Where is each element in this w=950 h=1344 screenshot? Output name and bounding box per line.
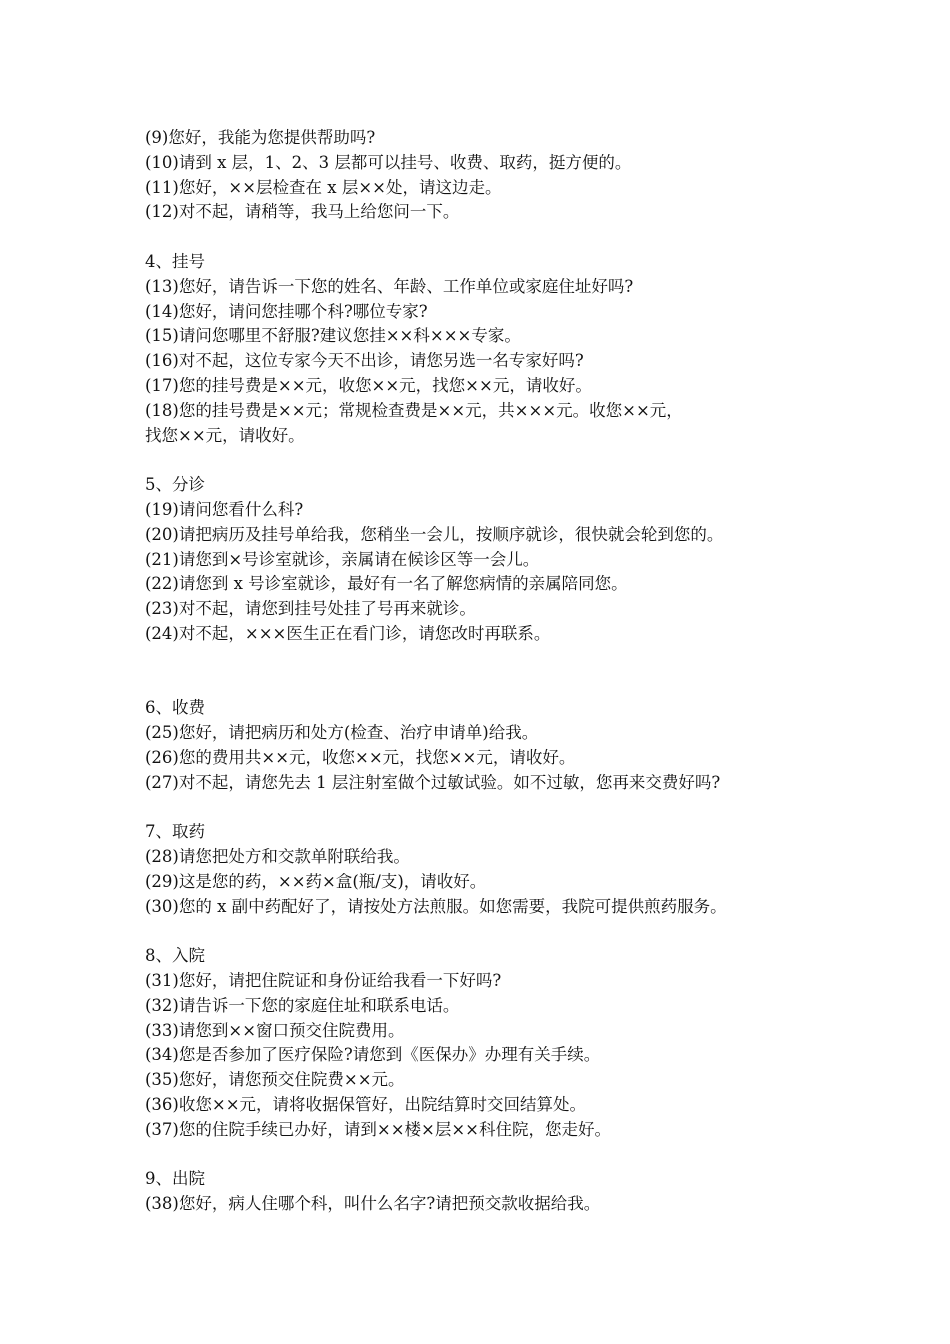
section-heading-discharge: 9、出院 [145, 1169, 205, 1189]
paragraph-line: (19)请问您看什么科? [145, 499, 304, 519]
paragraph-line: (31)您好，请把住院证和身份证给我看一下好吗? [145, 971, 502, 991]
paragraph-line: (15)请问您哪里不舒服?建议您挂××科×××专家。 [145, 326, 521, 346]
section-heading-pharmacy: 7、取药 [145, 822, 205, 842]
paragraph-line: (12)对不起，请稍等，我马上给您问一下。 [145, 202, 460, 222]
blank-line [145, 225, 825, 250]
section-heading-registration: 4、挂号 [145, 251, 205, 271]
blank-line [145, 920, 825, 945]
paragraph-line: (24)对不起，×××医生正在看门诊，请您改时再联系。 [145, 623, 551, 643]
paragraph-line: (27)对不起，请您先去 1 层注射室做个过敏试验。如不过敏，您再来交费好吗? [145, 772, 721, 792]
paragraph-line: (36)收您××元，请将收据保管好，出院结算时交回结算处。 [145, 1095, 587, 1115]
paragraph-line: (34)您是否参加了医疗保险?请您到《医保办》办理有关手续。 [145, 1045, 601, 1065]
paragraph-line: (38)您好，病人住哪个科，叫什么名字?请把预交款收据给我。 [145, 1194, 601, 1214]
paragraph-line: (18)您的挂号费是××元；常规检查费是××元，共×××元。收您××元， [145, 400, 683, 420]
blank-line [145, 1143, 825, 1168]
section-heading-billing: 6、收费 [145, 698, 205, 718]
paragraph-line: (25)您好，请把病历和处方(检查、治疗申请单)给我。 [145, 723, 539, 743]
paragraph-line: (17)您的挂号费是××元，收您××元，找您××元，请收好。 [145, 375, 592, 395]
paragraph-line: (28)请您把处方和交款单附联给我。 [145, 847, 410, 867]
paragraph-line: (22)请您到 x 号诊室就诊，最好有一名了解您病情的亲属陪同您。 [145, 574, 628, 594]
section-heading-admission: 8、入院 [145, 946, 205, 966]
paragraph-line: 找您××元，请收好。 [145, 425, 305, 445]
paragraph-line: (23)对不起，请您到挂号处挂了号再来就诊。 [145, 599, 476, 619]
paragraph-line: (30)您的 x 副中药配好了，请按处方法煎服。如您需要，我院可提供煎药服务。 [145, 896, 727, 916]
paragraph-line: (10)请到 x 层，1、2、3 层都可以挂号、收费、取药，挺方便的。 [145, 152, 632, 172]
paragraph-line: (33)请您到××窗口预交住院费用。 [145, 1020, 405, 1040]
blank-line [145, 796, 825, 821]
paragraph-line: (21)请您到×号诊室就诊，亲属请在候诊区等一会儿。 [145, 549, 540, 569]
paragraph-line: (32)请告诉一下您的家庭住址和联系电话。 [145, 995, 460, 1015]
paragraph-line: (20)请把病历及挂号单给我，您稍坐一会儿，按顺序就诊，很快就会轮到您的。 [145, 524, 724, 544]
paragraph-line: (9)您好，我能为您提供帮助吗? [145, 128, 376, 147]
blank-line [145, 647, 825, 697]
paragraph-line: (16)对不起，这位专家今天不出诊，请您另选一名专家好吗? [145, 351, 584, 371]
paragraph-line: (14)您好，请问您挂哪个科?哪位专家? [145, 301, 428, 321]
blank-line [145, 448, 825, 473]
paragraph-line: (29)这是您的药，××药×盒(瓶/支)，请收好。 [145, 871, 487, 891]
paragraph-line: (37)您的住院手续已办好，请到××楼×层××科住院，您走好。 [145, 1119, 611, 1139]
paragraph-line: (13)您好，请告诉一下您的姓名、年龄、工作单位或家庭住址好吗? [145, 276, 634, 296]
document-body [145, 126, 825, 1217]
section-heading-triage: 5、分诊 [145, 475, 205, 495]
paragraph-line: (26)您的费用共××元，收您××元，找您××元，请收好。 [145, 747, 576, 767]
paragraph-line: (35)您好，请您预交住院费××元。 [145, 1070, 405, 1090]
paragraph-line: (11)您好，××层检查在 x 层××处，请这边走。 [145, 177, 502, 197]
